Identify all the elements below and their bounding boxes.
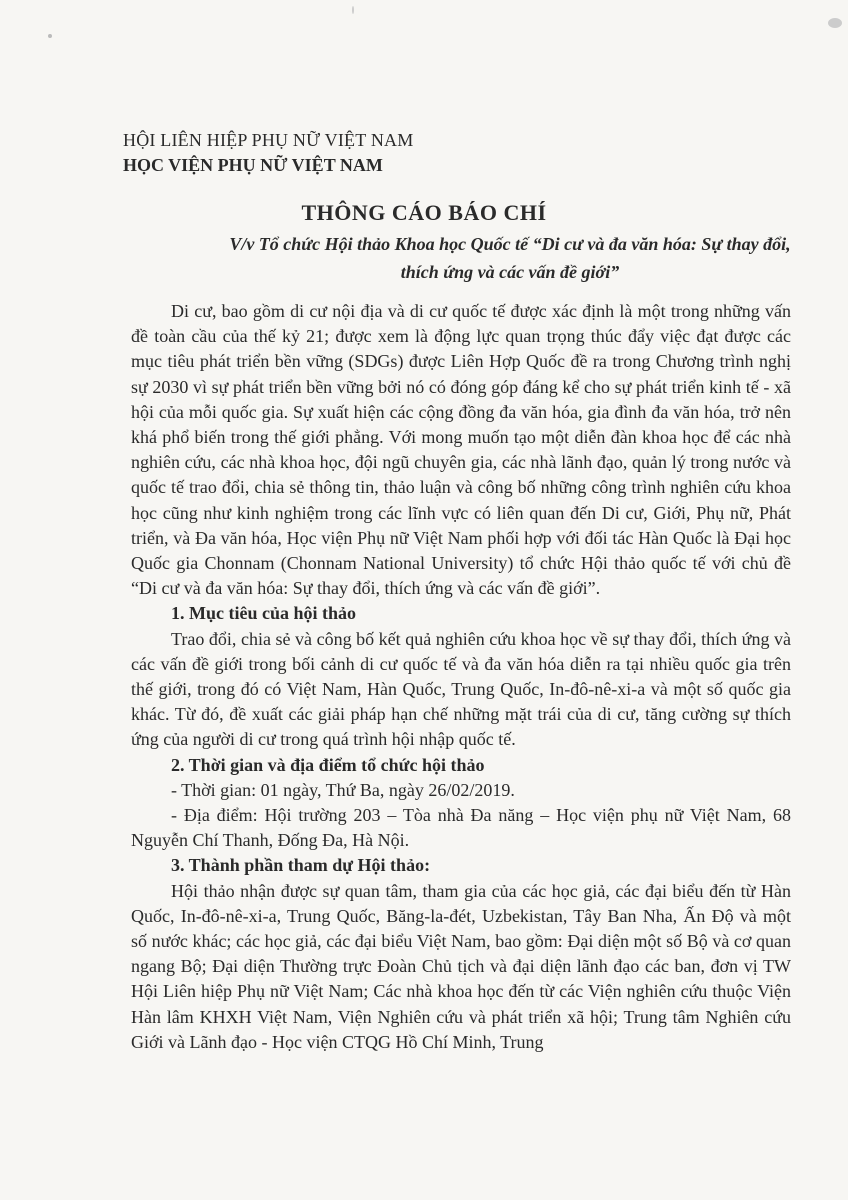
intro-paragraph: Di cư, bao gồm di cư nội địa và di cư quốc tế được xác định là một trong những vấn đề toàn cầu của thế kỷ 21; được xem là động lực quan trọng thúc đẩy việc đạt được các mục tiêu phát triển bền vững (SDGs) được Liên Hợp Quốc đề ra trong Chương trình nghị sự 2030 vì sự phát triển bền vững bởi nó có đóng góp đáng kể cho sự phát triển kinh tế - xã hội của mỗi quốc gia. Sự xuất hiện các cộng đồng đa văn hóa, gia đình đa văn hóa, trở nên khá phổ biến trong thế giới phẳng. Với mong muốn tạo một diễn đàn khoa học để các nhà nghiên cứu, các nhà khoa học, đội ngũ chuyên gia, các nhà lãnh đạo, quản lý trong nước và quốc tế trao đổi, chia sẻ thông tin, thảo luận và công bố những công trình nghiên cứu khoa học cũng như kinh nghiệm trong các lĩnh vực có liên quan đến Di cư, Giới, Phụ nữ, Phát triển, và Đa văn hóa, Học viện Phụ nữ Việt Nam phối hợp với đối tác Hàn Quốc là Đại học Quốc gia Chonnam (Chonnam National University) tổ chức Hội thảo quốc tế với chủ đề “Di cư và đa văn hóa: Sự thay đổi, thích ứng và các vấn đề giới”. [131, 301, 791, 599]
document-body [131, 299, 791, 1055]
section-3-paragraph: Hội thảo nhận được sự quan tâm, tham gia của các học giả, các đại biểu đến từ Hàn Quốc, In-đô-nê-xi-a, Trung Quốc, Băng-la-đét, Uzbekistan, Tây Ban Nha, Ấn Độ và một số nước khác; các học giả, các đại biểu Việt Nam, bao gồm: Đại diện một số Bộ và cơ quan ngang Bộ; Đại diện Thường trực Đoàn Chủ tịch và đại diện lãnh đạo các ban, đơn vị TW Hội Liên hiệp Phụ nữ Việt Nam; Các nhà khoa học đến từ các Viện nghiên cứu thuộc Viện Hàn lâm KHXH Việt Nam, Viện Nghiên cứu và phát triển xã hội; Trung tâm Nghiên cứu Giới và Lãnh đạo - Học viện CTQG Hồ Chí Minh, Trung [131, 880, 791, 1052]
organization-name: HỘI LIÊN HIỆP PHỤ NỮ VIỆT NAM [123, 130, 414, 150]
section-3-heading: 3. Thành phần tham dự Hội thảo: [171, 855, 431, 876]
letterhead [123, 128, 413, 178]
scan-speck [48, 34, 52, 38]
section-1-heading: 1. Mục tiêu của hội thảo [171, 603, 357, 624]
scan-speck [828, 18, 842, 28]
section-2-heading: 2. Thời gian và địa điểm tổ chức hội thảo [171, 754, 485, 775]
document-subtitle: V/v Tổ chức Hội thảo Khoa học Quốc tế “Di cư và đa văn hóa: Sự thay đổi, thích ứng và các vấn đề giới” [229, 234, 791, 282]
section-2-place: - Địa điểm: Hội trường 203 – Tòa nhà Đa năng – Học viện phụ nữ Việt Nam, 68 Nguyễn Chí Thanh, Đống Đa, Hà Nội. [131, 805, 791, 851]
institution-name: HỌC VIỆN PHỤ NỮ VIỆT NAM [123, 155, 383, 175]
scan-speck [352, 6, 354, 14]
section-2-time: - Thời gian: 01 ngày, Thứ Ba, ngày 26/02/2019. [171, 779, 515, 800]
document-title: THÔNG CÁO BÁO CHÍ [301, 200, 547, 225]
section-1-paragraph: Trao đổi, chia sẻ và công bố kết quả nghiên cứu khoa học về sự thay đổi, thích ứng và các vấn đề giới trong bối cảnh di cư quốc tế và đa văn hóa diễn ra tại nhiều quốc gia trên thế giới, trong đó có Việt Nam, Hàn Quốc, Trung Quốc, In-đô-nê-xi-a và một số quốc gia khác. Từ đó, đề xuất các giải pháp hạn chế những mặt trái của di cư, tăng cường sự thích ứng của người di cư trong quá trình hội nhập quốc tế. [131, 628, 791, 750]
